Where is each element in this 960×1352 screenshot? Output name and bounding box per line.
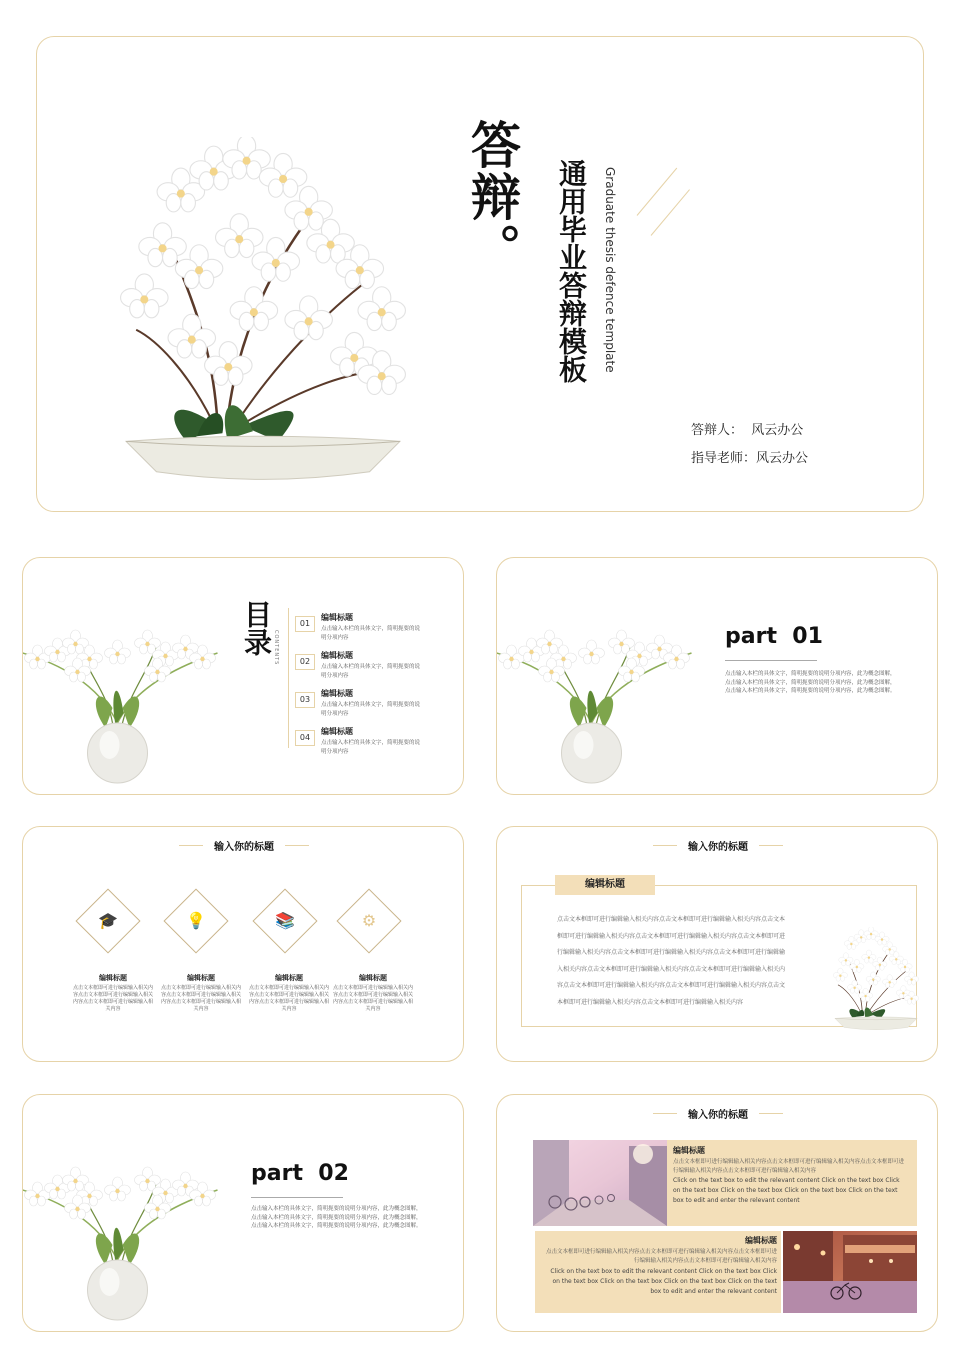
part1-title: part 01 (725, 624, 823, 649)
cover-big-title: 答辩。 (463, 119, 521, 275)
icon-item-desc-1: 点击文本框即可进行编辑输入相关内容点击文本框即可进行编辑输入相关内容点击文本框即可进行编辑输入相关内容 (72, 985, 153, 1012)
icon-item-desc-4: 点击文本框即可进行编辑输入相关内容点击文本框即可进行编辑输入相关内容点击文本框即可进行编辑输入相关内容 (332, 985, 413, 1012)
block2-en: Click on the text box to edit the relevant content Click on the text box Click on the text box Click on the text box Click on the text box Click on the text box to edit and enter the relevant content (550, 1268, 777, 1295)
text-line-2: 框即可进行编辑输入相关内容点击文本框即可进行编辑输入相关内容点击文本框即可进 (557, 932, 786, 940)
block2-cn: 点击文本框即可进行编辑输入相关内容点击文本框即可进行编辑输入相关内容点击文本框即可进行编辑输入相关内容点击文本框即可进行编辑输入相关内容 (545, 1249, 777, 1264)
books-icon: 📚 (275, 911, 295, 930)
part1-slide[interactable] (496, 557, 938, 795)
block1-cn: 点击文本框即可进行编辑输入相关内容点击文本框即可进行编辑输入相关内容点击文本框即可进行编辑输入相关内容点击文本框即可进行编辑输入相关内容 (673, 1159, 905, 1174)
icons-slide-title: 输入你的标题 (214, 842, 274, 853)
title-line-right (759, 1113, 783, 1114)
cover-subtitle-en: Graduate thesis defence template (603, 167, 617, 373)
icon-item-title-3[interactable]: 编辑标题 (275, 974, 303, 982)
toc-slide[interactable] (22, 557, 464, 795)
toc-item-desc-4: 点击输入本栏的具体文字，简明扼要的说明分项内容 (321, 740, 421, 755)
toc-num-4: 04 (295, 730, 315, 746)
part2-title: part 02 (251, 1161, 349, 1186)
part2-underline (251, 1197, 343, 1198)
cover-subtitle-cn: 通用毕业答辩模板 (555, 159, 588, 383)
cover-slide[interactable] (36, 36, 924, 512)
text-body (557, 912, 821, 1011)
orchid-bowl-image (73, 137, 453, 487)
text-slide-label[interactable]: 编辑标题 (555, 875, 655, 895)
title-line-right (759, 845, 783, 846)
text-line-1: 点击文本框即可进行编辑输入相关内容点击文本框即可进行编辑输入相关内容点击文本 (557, 916, 786, 923)
part1-underline (725, 660, 817, 661)
text-line-3: 行编辑输入相关内容点击文本框即可进行编辑输入相关内容点击文本框即可进行编辑输 (557, 949, 786, 956)
toc-item-desc-3: 点击输入本栏的具体文字，简明扼要的说明分项内容 (321, 702, 421, 717)
toc-item-title-2[interactable]: 编辑标题 (321, 651, 353, 660)
toc-item-title-4[interactable]: 编辑标题 (321, 727, 353, 736)
text-slide-title: 输入你的标题 (688, 842, 748, 853)
photo-slide[interactable] (496, 1094, 938, 1332)
toc-title: 目录 (240, 600, 273, 656)
orchid-bowl-image (831, 927, 921, 1032)
icon-item-desc-2: 点击文本框即可进行编辑输入相关内容点击文本框即可进行编辑输入相关内容点击文本框即可进行编辑输入相关内容 (160, 985, 241, 1012)
vase-plant-image (22, 1150, 225, 1325)
night-street-photo (783, 1231, 917, 1313)
lightbulb-icon: 💡 (186, 911, 206, 930)
vase-plant-image (496, 613, 699, 788)
icons-slide[interactable] (22, 826, 464, 1062)
text-line-4: 入相关内容点击文本框即可进行编辑输入相关内容点击文本框即可进行编辑输入相关内 (557, 965, 786, 973)
block1-title[interactable]: 编辑标题 (673, 1146, 705, 1155)
part2-slide[interactable] (22, 1094, 464, 1332)
block2-title[interactable]: 编辑标题 (745, 1236, 777, 1245)
toc-num-3: 03 (295, 692, 315, 708)
presenter-text: 答辩人： 风云办公 (691, 423, 804, 438)
toc-item-desc-2: 点击输入本栏的具体文字，简明扼要的说明分项内容 (321, 664, 421, 679)
vase-plant-image (22, 613, 225, 788)
icon-item-desc-3: 点击文本框即可进行编辑输入相关内容点击文本框即可进行编辑输入相关内容点击文本框即可进行编辑输入相关内容 (248, 985, 329, 1012)
decorative-line (651, 189, 690, 236)
advisor-text: 指导老师：风云办公 (691, 451, 809, 466)
toc-item-desc-1: 点击输入本栏的具体文字，简明扼要的说明分项内容 (321, 626, 421, 641)
toc-num-2: 02 (295, 654, 315, 670)
toc-item-title-3[interactable]: 编辑标题 (321, 689, 353, 698)
part1-desc: 点击输入本栏的具体文字，简明扼要的说明分项内容，此为概念图解，点击输入本栏的具体文字，简明扼要的说明分项内容，此为概念图解，点击输入本栏的具体文字，简明扼要的说明分项内容，此为概念图解。 (725, 671, 896, 694)
icon-item-title-4[interactable]: 编辑标题 (359, 974, 387, 982)
text-line-6: 本框即可进行编辑输入相关内容点击文本框即可进行编辑输入相关内容 (557, 998, 744, 1006)
text-slide[interactable] (496, 826, 938, 1062)
photo-slide-title: 输入你的标题 (688, 1110, 748, 1121)
toc-contents-label: CONTENTS (273, 630, 279, 666)
title-line-right (285, 845, 309, 846)
graduation-icon: 🎓 (98, 911, 118, 930)
part2-desc: 点击输入本栏的具体文字，简明扼要的说明分项内容，此为概念图解，点击输入本栏的具体文字，简明扼要的说明分项内容，此为概念图解，点击输入本栏的具体文字，简明扼要的说明分项内容，此为概念图解。 (251, 1206, 422, 1229)
toc-divider (288, 608, 289, 748)
toc-item-title-1[interactable]: 编辑标题 (321, 613, 353, 622)
toc-num-1: 01 (295, 616, 315, 632)
block1-en: Click on the text box to edit the relevant content Click on the text box Click on the text box Click on the text box Click on the text box Click on the text box to edit and enter the relevant content (673, 1177, 900, 1204)
icon-item-title-2[interactable]: 编辑标题 (187, 974, 215, 982)
text-line-5: 容点击文本框即可进行编辑输入相关内容点击文本框即可进行编辑输入相关内容点击文 (557, 982, 786, 989)
gear-icon: ⚙ (361, 911, 377, 930)
street-bicycles-photo (533, 1140, 667, 1226)
icon-item-title-1[interactable]: 编辑标题 (99, 974, 127, 982)
